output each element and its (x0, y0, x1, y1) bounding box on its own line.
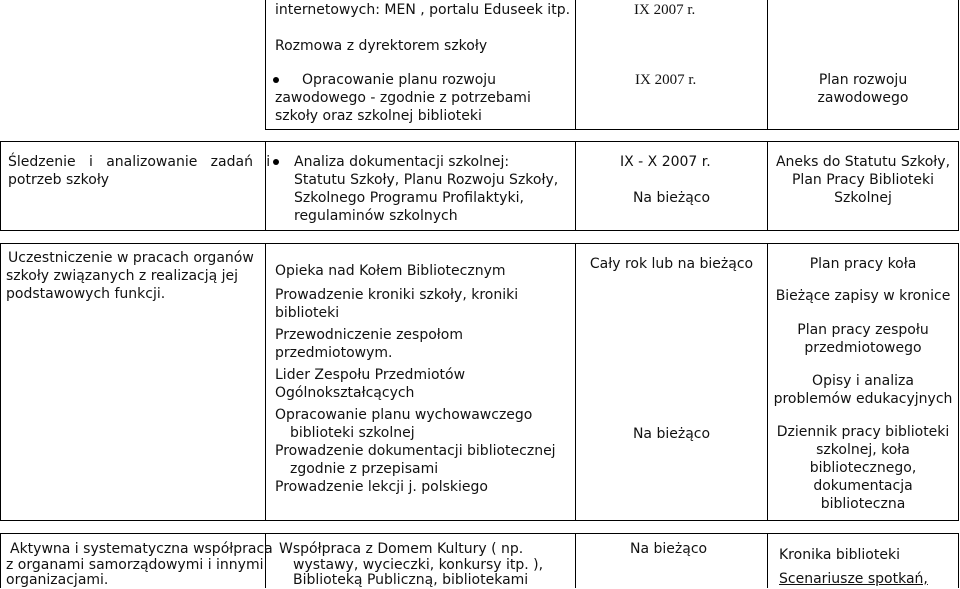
cell-text: organizacjami. (6, 572, 109, 588)
table-border (0, 533, 959, 534)
cell-date: IX 2007 r. (635, 72, 697, 88)
cell-text: bibliotecznego, (809, 460, 917, 476)
cell-text: Szkolnej (834, 190, 892, 206)
table-border (0, 141, 959, 142)
cell-text: potrzeb szkoły (8, 172, 110, 188)
cell-text: szkoły oraz szkolnej biblioteki (275, 108, 482, 124)
cell-text: Plan pracy koła (809, 256, 917, 272)
cell-text: zgodnie z przepisami (290, 461, 439, 477)
cell-text: Statutu Szkoły, Planu Rozwoju Szkoły, (294, 172, 559, 188)
cell-text: Przewodniczenie zespołom (275, 327, 463, 343)
cell-text: Lider Zespołu Przedmiotów (275, 367, 466, 383)
cell-text: Na bieżąco (630, 541, 708, 557)
cell-date: IX 2007 r. (634, 2, 696, 18)
cell-text: Bieżące zapisy w kronice (775, 288, 951, 304)
table-border (0, 243, 959, 244)
table-border (0, 243, 1, 520)
table-border (0, 533, 1, 588)
cell-text: Śledzenie i analizowanie zadań i (8, 154, 271, 170)
cell-text: internetowych: MEN , portalu Eduseek itp. (275, 2, 571, 18)
cell-text: Biblioteką Publiczną, bibliotekami (293, 572, 529, 588)
cell-text: Uczestniczenie w pracach organów (8, 250, 254, 266)
cell-text: Prowadzenie kroniki szkoły, kroniki (275, 287, 519, 303)
table-border (575, 141, 576, 230)
cell-text: przedmiotowym. (275, 345, 393, 361)
cell-text: Aneks do Statutu Szkoły, (775, 154, 951, 170)
table-border (0, 520, 959, 521)
table-border (958, 533, 959, 588)
table-border (767, 533, 768, 588)
table-border (958, 0, 959, 129)
table-border (767, 0, 768, 129)
cell-text: Kronika biblioteki (779, 547, 900, 563)
table-border (265, 243, 266, 520)
cell-text: Aktywna i systematyczna współpraca (10, 541, 273, 557)
table-border (0, 230, 959, 231)
cell-text: regulaminów szkolnych (294, 208, 458, 224)
cell-text: Opracowanie planu rozwoju (302, 72, 497, 88)
cell-text: Współpraca z Domem Kultury ( np. (279, 541, 524, 557)
cell-text: Ogólnokształcących (275, 385, 415, 401)
cell-text: problemów edukacyjnych (773, 391, 953, 407)
cell-text: wystawy, wycieczki, konkursy itp. ), (293, 557, 544, 573)
cell-text: szkoły związanych z realizacją jej (6, 268, 239, 284)
bullet-icon (273, 77, 279, 83)
table-border (575, 533, 576, 588)
table-border (265, 0, 266, 129)
table-border (575, 0, 576, 129)
cell-text: Rozmowa z dyrektorem szkoły (275, 38, 488, 54)
cell-text: Analiza dokumentacji szkolnej: (294, 154, 510, 170)
cell-text: Na bieżąco (632, 190, 711, 206)
cell-text: Scenariusze spotkań, (779, 571, 928, 587)
cell-text: Plan Pracy Biblioteki (791, 172, 935, 188)
table-border (265, 129, 959, 130)
cell-text: Opieka nad Kołem Bibliotecznym (275, 263, 506, 279)
cell-text: Prowadzenie dokumentacji bibliotecznej (275, 443, 556, 459)
cell-text: zawodowego - zgodnie z potrzebami (275, 90, 531, 106)
cell-text: Opracowanie planu wychowawczego (275, 407, 533, 423)
cell-text: dokumentacja (813, 478, 913, 494)
table-border (0, 141, 1, 230)
cell-date: IX - X 2007 r. (620, 154, 711, 170)
cell-text: biblioteki (275, 305, 340, 321)
cell-text: Cały rok lub na bieżąco (589, 256, 754, 272)
cell-text: biblioteki szkolnej (290, 425, 415, 441)
cell-text: Szkolnego Programu Profilaktyki, (294, 190, 524, 206)
cell-text: Dziennik pracy biblioteki (776, 424, 950, 440)
cell-text: biblioteczna (820, 496, 906, 512)
cell-text: Na bieżąco (632, 426, 711, 442)
cell-text: zawodowego (817, 90, 909, 106)
table-border (958, 243, 959, 520)
cell-text: szkolnej, koła (816, 442, 910, 458)
cell-text: Prowadzenie lekcji j. polskiego (275, 479, 488, 495)
table-border (575, 243, 576, 520)
cell-text: Plan pracy zespołu (797, 322, 929, 338)
cell-text: z organami samorządowymi i innymi (6, 557, 264, 573)
cell-text: przedmiotowego (804, 340, 922, 356)
cell-text: Plan rozwoju (818, 72, 908, 88)
bullet-icon (273, 159, 279, 165)
cell-text: Opisy i analiza (812, 373, 914, 389)
table-border (958, 141, 959, 230)
cell-text: podstawowych funkcji. (6, 286, 166, 302)
